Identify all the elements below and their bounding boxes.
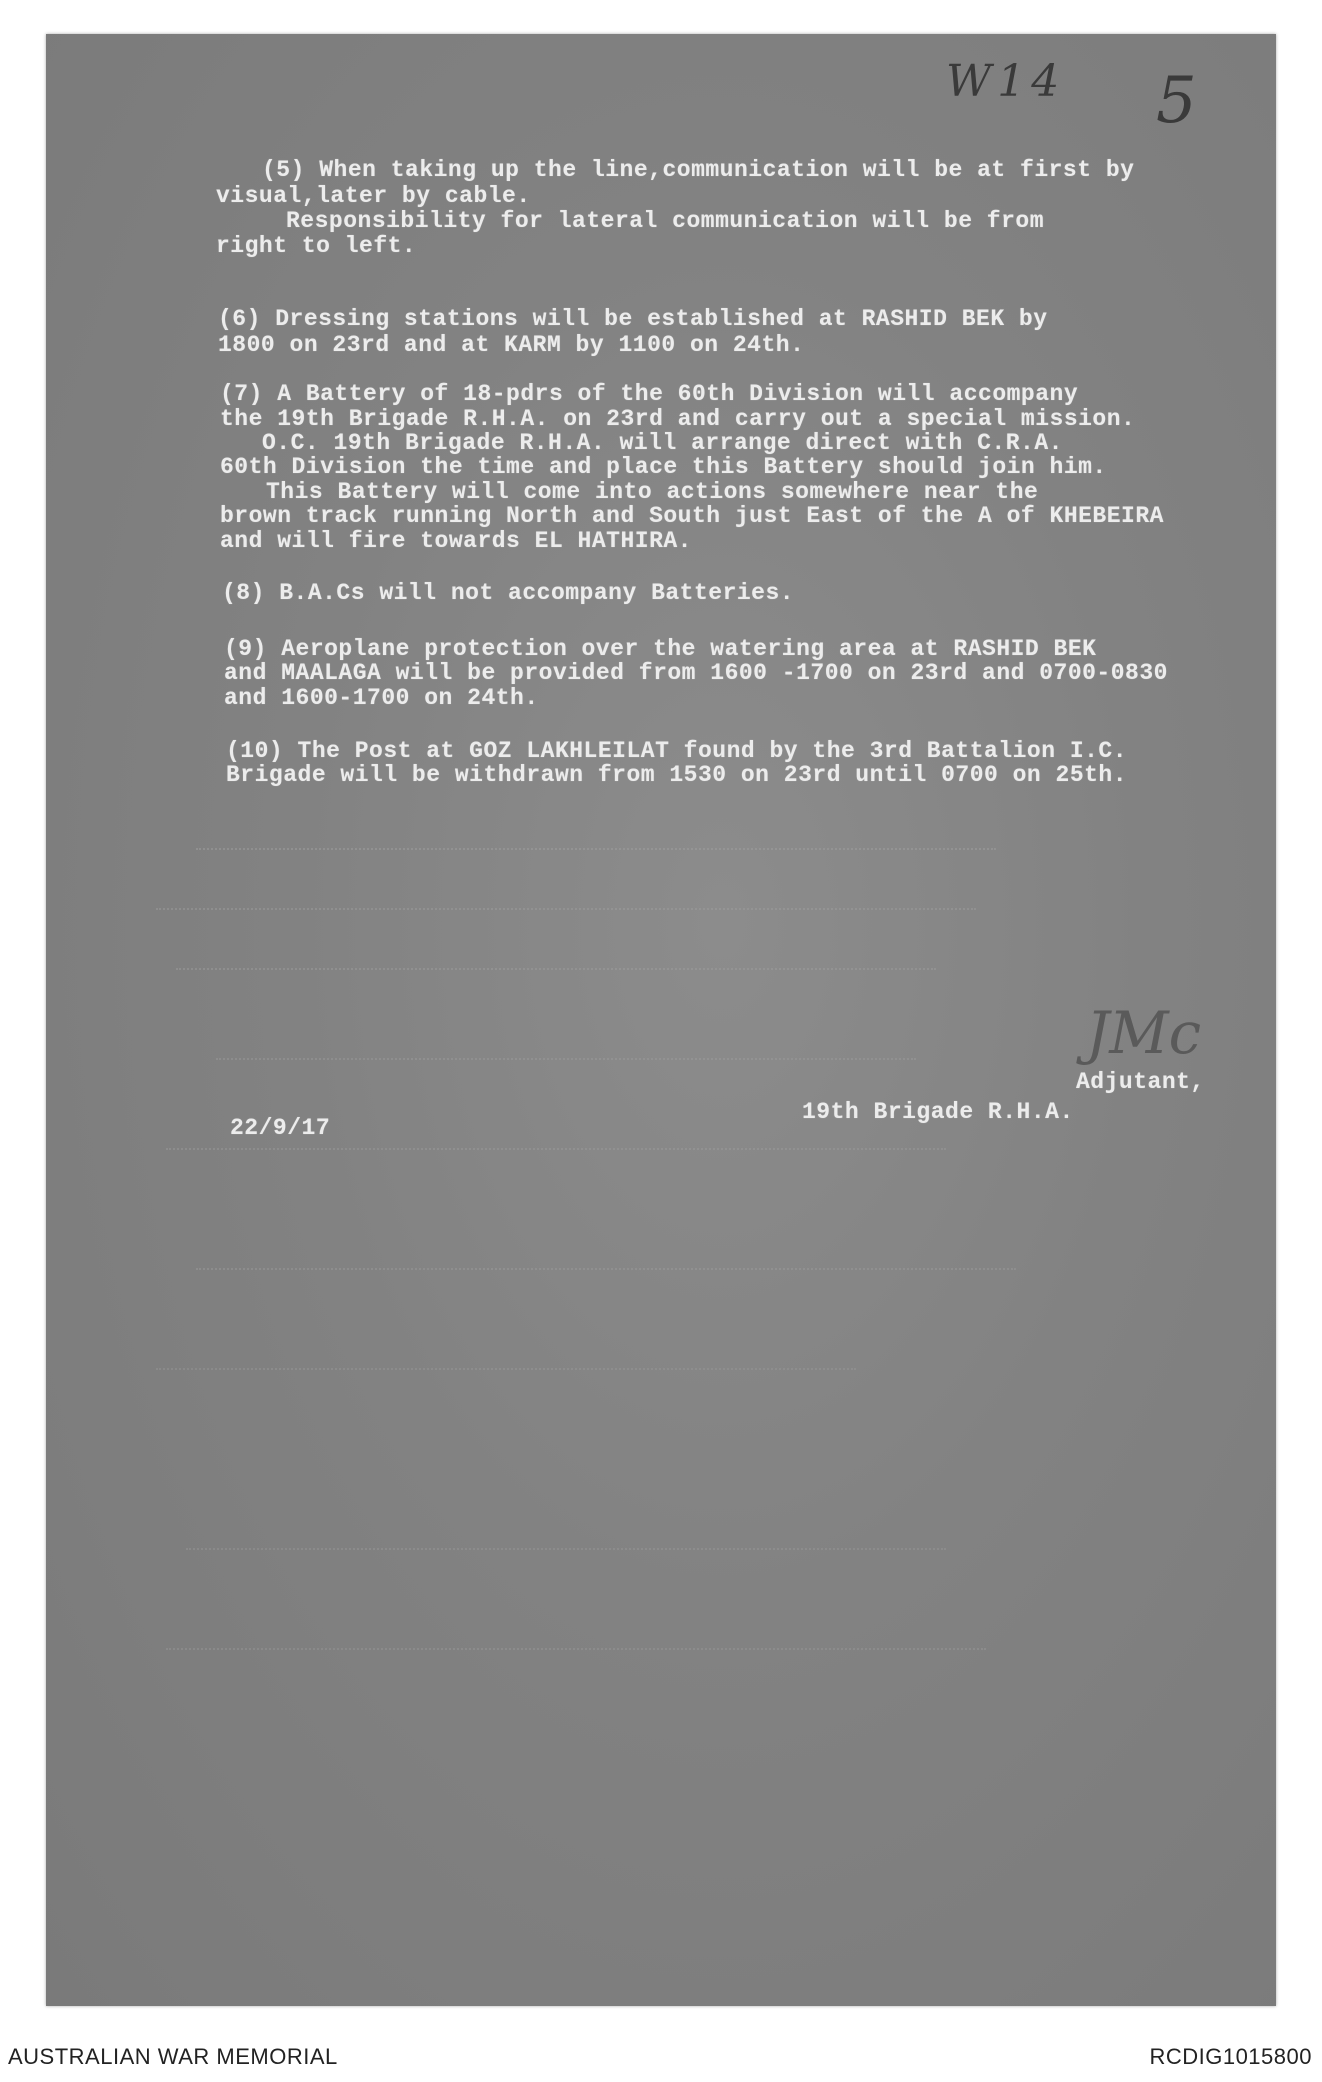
typed-line-8: the 19th Brigade R.H.A. on 23rd and carry out a special mission. — [220, 406, 1136, 432]
handwritten-page-number: 5 — [1156, 64, 1197, 138]
typed-line-9: O.C. 19th Brigade R.H.A. will arrange direct with C.R.A. — [262, 430, 1063, 456]
typed-line-19: Brigade will be withdrawn from 1530 on 23rd until 0700 on 25th. — [226, 762, 1128, 788]
typed-line-10: 60th Division the time and place this Battery should join him. — [220, 454, 1107, 480]
typed-line-5: (6) Dressing stations will be established at RASHID BEK by — [218, 306, 1048, 332]
typed-line-16: and MAALAGA will be provided from 1600 -1700 on 23rd and 0700-0830 — [224, 660, 1168, 686]
bleed-through-text — [156, 834, 1056, 1734]
document-date: 22/9/17 — [230, 1115, 331, 1141]
handwritten-reference: W14 — [946, 56, 1066, 107]
typed-line-11: This Battery will come into actions somewhere near the — [266, 479, 1039, 505]
typed-line-4: right to left. — [216, 233, 417, 259]
signature: JMc — [1086, 999, 1202, 1067]
typed-line-2: visual,later by cable. — [216, 183, 531, 209]
typed-line-15: (9) Aeroplane protection over the watering area at RASHID BEK — [224, 636, 1097, 662]
typed-line-13: and will fire towards EL HATHIRA. — [220, 528, 692, 554]
footer-reference-id: RCDIG1015800 — [1149, 2044, 1312, 2069]
signer-title: Adjutant, — [1076, 1069, 1205, 1095]
typed-line-6: 1800 on 23rd and at KARM by 1100 on 24th. — [218, 332, 805, 358]
signer-unit: 19th Brigade R.H.A. — [802, 1099, 1074, 1125]
typed-line-7: (7) A Battery of 18-pdrs of the 60th Division will accompany — [220, 381, 1079, 407]
typed-line-3: Responsibility for lateral communication will be from — [286, 208, 1045, 234]
typed-line-14: (8) B.A.Cs will not accompany Batteries. — [222, 580, 795, 606]
footer-institution: AUSTRALIAN WAR MEMORIAL — [8, 2044, 338, 2069]
typed-line-17: and 1600-1700 on 24th. — [224, 685, 539, 711]
typed-line-18: (10) The Post at GOZ LAKHLEILAT found by the 3rd Battalion I.C. — [226, 738, 1128, 764]
typed-line-12: brown track running North and South just East of the A of KHEBEIRA — [220, 503, 1164, 529]
typed-line-1: (5) When taking up the line,communication will be at first by — [262, 157, 1135, 183]
document-sheet — [46, 34, 1276, 2006]
